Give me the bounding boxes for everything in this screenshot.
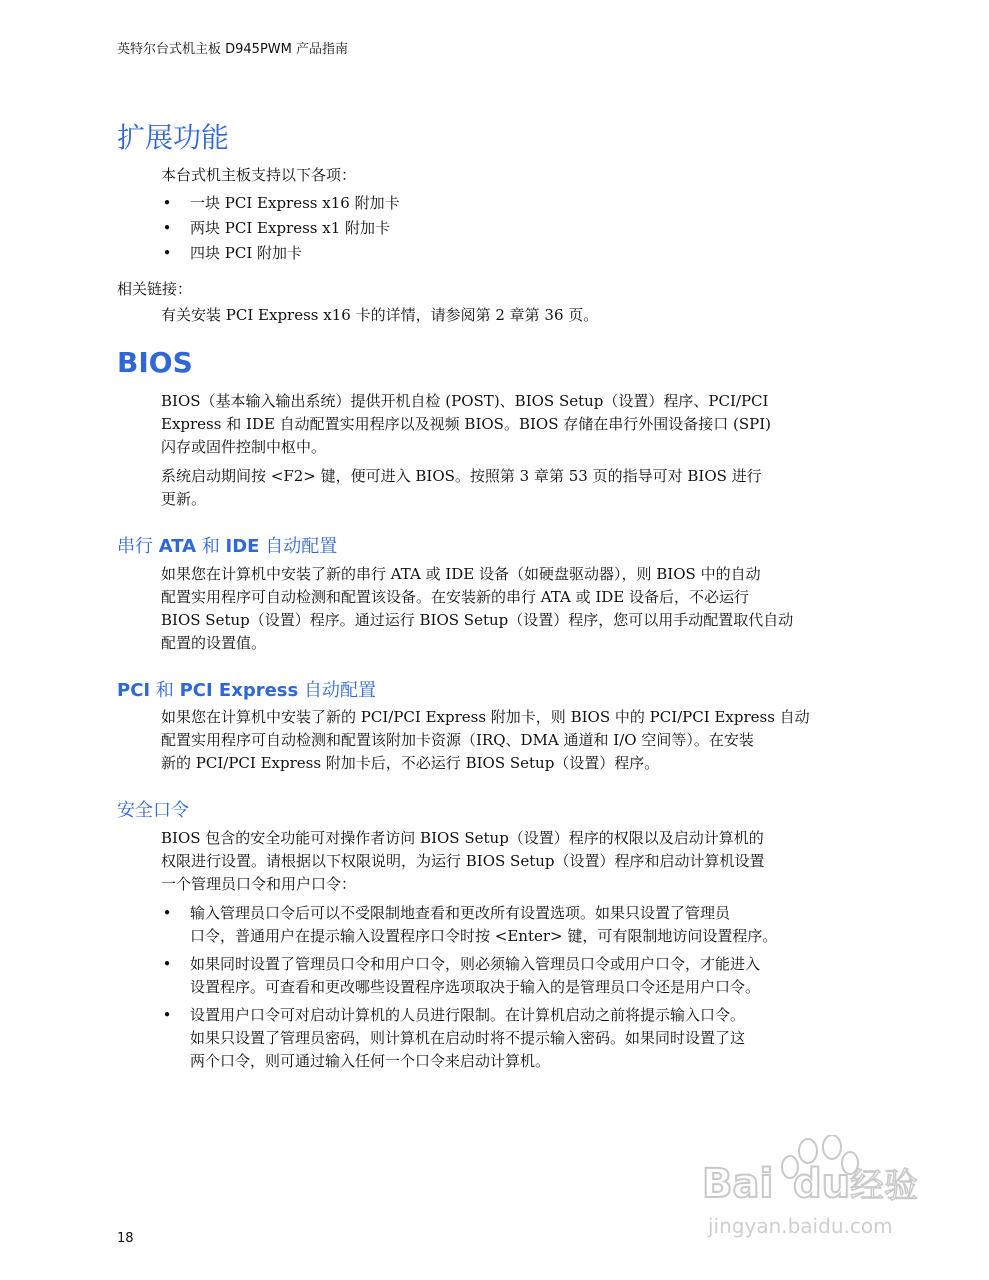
list-item: • 如果同时设置了管理员口令和用户口令，则必须输入管理员口令或用户口令，才能进入 设置程序。可查看和更改哪些设置程序选项取决于输入的是管理员口令还是用户口令。 [162, 955, 761, 996]
subsection-title-pci: PCI 和 PCI Express 自动配置 [117, 680, 376, 701]
expansion-list [161, 192, 400, 265]
running-header: 英特尔台式机主板 D945PWM 产品指南 [117, 42, 348, 57]
list-item: • 两块 PCI Express x1 附加卡 [161, 217, 400, 240]
baidu-jingyan-watermark [700, 1135, 950, 1245]
bios-paragraph-1: BIOS（基本输入输出系统）提供开机自检 (POST)、BIOS Setup（设置）程序、PCI/PCI Express 和 IDE 自动配置实用程序以及视频 BIOS。BIOS 存储在串行外围设备接口 (SPI) 闪存或固件控制中枢中。 [161, 392, 772, 456]
section-title-bios: BIOS [117, 346, 193, 379]
list-item: • 四块 PCI 附加卡 [161, 242, 400, 265]
related-links-text: 有关安装 PCI Express x16 卡的详情，请参阅第 2 章第 36 页。 [161, 306, 599, 324]
sata-ide-paragraph: 如果您在计算机中安装了新的串行 ATA 或 IDE 设备（如硬盘驱动器），则 BIOS 中的自动 配置实用程序可自动检测和配置该设备。在安装新的串行 ATA 或 IDE 设备后，不必运行 BIOS Setup（设置）程序。通过运行 BIOS Setup（设置）程序，您可以用手动配置取代自动 配置的设置值。 [161, 565, 794, 652]
bullet-icon: • [162, 194, 172, 212]
svg-text:经验: 经验 [850, 1166, 918, 1206]
related-links-label: 相关链接： [117, 280, 193, 298]
security-list [161, 902, 777, 1073]
subsection-title-sata-ide: 串行 ATA 和 IDE 自动配置 [117, 536, 338, 557]
bullet-icon: • [162, 1006, 172, 1024]
expansion-intro: 本台式机主板支持以下各项： [161, 166, 357, 184]
list-item: • 一块 PCI Express x16 附加卡 [161, 192, 400, 215]
bullet-icon: • [162, 904, 172, 922]
page-number: 18 [117, 1231, 134, 1246]
bullet-icon: • [162, 219, 172, 237]
list-item: • 输入管理员口令后可以不受限制地查看和更改所有设置选项。如果只设置了管理员 口令，普通用户在提示输入设置程序口令时按 <Enter> 键，可有限制地访问设置程序。 [162, 904, 778, 945]
subsection-title-security: 安全口令 [117, 800, 189, 821]
bullet-icon: • [162, 955, 172, 973]
svg-text:du: du [793, 1161, 851, 1207]
security-intro: BIOS 包含的安全功能可对操作者访问 BIOS Setup（设置）程序的权限以及启动计算机的 权限进行设置。请根据以下权限说明，为运行 BIOS Setup（设置）程序和启动计算机设置 一个管理员口令和用户口令： [161, 829, 765, 893]
section-title-expansion: 扩展功能 [117, 121, 230, 154]
svg-text:jingyan.baidu.com: jingyan.baidu.com [708, 1214, 893, 1238]
svg-text:Bai: Bai [702, 1161, 774, 1207]
pci-paragraph: 如果您在计算机中安装了新的 PCI/PCI Express 附加卡，则 BIOS 中的 PCI/PCI Express 自动 配置实用程序可自动检测和配置该附加卡资源（IRQ、DMA 通道和 I/O 空间等）。在安装 新的 PCI/PCI Express 附加卡后，不必运行 BIOS Setup（设置）程序。 [161, 708, 810, 772]
list-item: • 设置用户口令可对启动计算机的人员进行限制。在计算机启动之前将提示输入口令。 如果只设置了管理员密码，则计算机在启动时将不提示输入密码。如果同时设置了这 两个口令，则可通过输入任何一个口令来启动计算机。 [162, 1006, 746, 1070]
bullet-icon: • [162, 244, 172, 262]
bios-paragraph-2: 系统启动期间按 <F2> 键，便可进入 BIOS。按照第 3 章第 53 页的指导可对 BIOS 进行 更新。 [161, 467, 762, 508]
